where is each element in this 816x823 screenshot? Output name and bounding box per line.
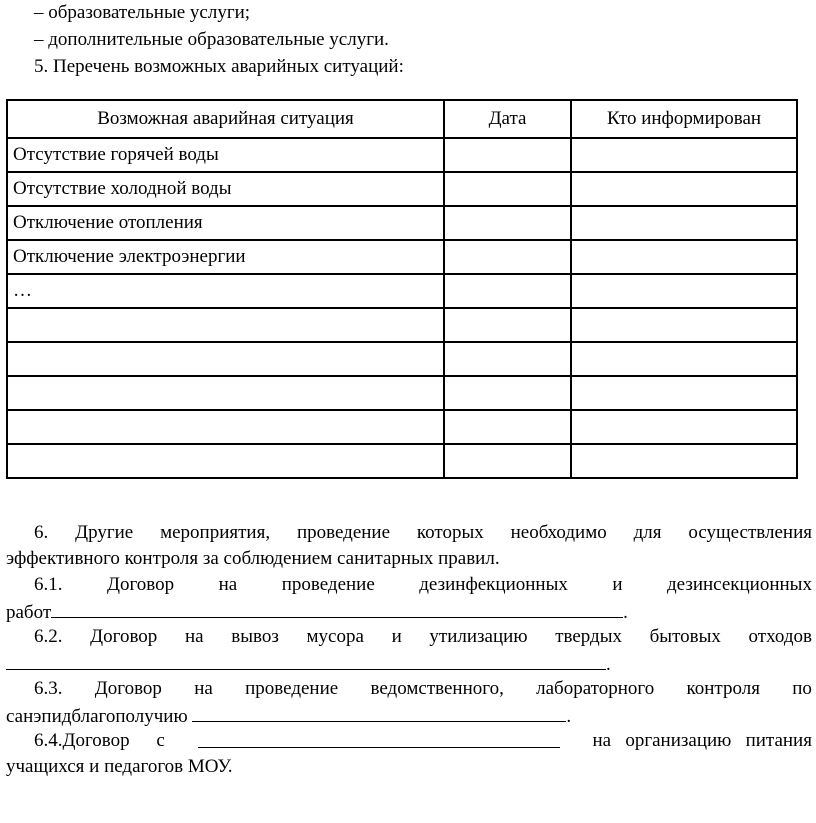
section6-line-1 (34, 520, 812, 546)
word: по (792, 678, 812, 699)
cell-date (444, 410, 571, 444)
word: отходов (748, 626, 812, 647)
cell-informed (571, 240, 797, 274)
cell-informed (571, 138, 797, 172)
word: бытовых (649, 626, 721, 647)
word: мероприятия, (160, 522, 271, 543)
cell-situation (7, 308, 444, 342)
word: на (592, 730, 612, 751)
table-row (7, 410, 797, 444)
table-row (7, 376, 797, 410)
table-row (7, 206, 797, 240)
cell-situation: Отключение электроэнергии (7, 240, 444, 274)
cell-date (444, 172, 571, 206)
header-date: Дата (444, 100, 571, 138)
cell-date (444, 206, 571, 240)
cell-date (444, 342, 571, 376)
cell-informed (571, 274, 797, 308)
section64-line-2: учащихся и педагогов МОУ. (6, 756, 233, 777)
word: проведение (281, 574, 375, 595)
word: вывоз (231, 626, 279, 647)
cell-informed (571, 410, 797, 444)
word: организацию (625, 730, 732, 751)
word: дезинфекционных (419, 574, 568, 595)
section62-line-1 (34, 624, 812, 650)
word: и (612, 574, 623, 595)
section62-line-2 (6, 650, 611, 678)
word: 6.3. (34, 678, 63, 699)
section61-line-1 (34, 572, 812, 598)
cell-situation: … (7, 274, 444, 308)
word: на (194, 678, 213, 699)
word: Договор (90, 626, 158, 647)
header-informed: Кто информирован (571, 100, 797, 138)
cell-situation (7, 376, 444, 410)
word: и (391, 626, 402, 647)
cell-situation (7, 444, 444, 478)
word: 6.1. (34, 574, 63, 595)
label-contract-with (34, 728, 165, 754)
word: на (218, 574, 238, 595)
cell-informed (571, 172, 797, 206)
section63-line-1 (34, 676, 812, 702)
section61-line-2 (6, 598, 628, 626)
section63-line-2 (6, 702, 571, 730)
cell-date (444, 308, 571, 342)
blank-catering-contract (198, 728, 560, 748)
cell-date (444, 444, 571, 478)
table-row (7, 172, 797, 206)
word: утилизацию (429, 626, 528, 647)
period: . (566, 706, 572, 727)
intro-line-1: – образовательные услуги; (34, 2, 251, 23)
blank-disinfection-contract (51, 598, 623, 618)
table-row (7, 274, 797, 308)
blank-garbage-contract (6, 650, 606, 670)
label-works: работ (6, 602, 52, 623)
word: контроля (686, 678, 760, 699)
period: . (623, 602, 628, 623)
word: мусора (306, 626, 364, 647)
cell-informed (571, 308, 797, 342)
word: Договор (106, 574, 175, 595)
cell-situation: Отсутствие холодной воды (7, 172, 444, 206)
word: Договор (94, 678, 162, 699)
word: которых (416, 522, 484, 543)
table-header-row (7, 100, 797, 138)
label-sanepid: санэпидблагополучию (6, 706, 188, 727)
word: дезинсекционных (667, 574, 812, 595)
cell-situation: Отключение отопления (7, 206, 444, 240)
word: на (184, 626, 204, 647)
contract-prefix: 6.4.Договор с (34, 730, 165, 751)
word: ведомственного, (370, 678, 504, 699)
cell-informed (571, 376, 797, 410)
blank-lab-control-contract (192, 702, 566, 722)
word: для (633, 522, 662, 543)
table-row (7, 342, 797, 376)
header-situation: Возможная аварийная ситуация (7, 100, 444, 138)
table-row (7, 240, 797, 274)
table-row (7, 308, 797, 342)
table-row (7, 138, 797, 172)
intro-line-3: 5. Перечень возможных аварийных ситуаций: (34, 56, 404, 77)
emergency-table (6, 99, 798, 479)
cell-date (444, 240, 571, 274)
section64-line-1 (34, 728, 812, 754)
cell-situation (7, 410, 444, 444)
word: твердых (555, 626, 622, 647)
cell-situation (7, 342, 444, 376)
word: осуществления (688, 522, 812, 543)
word: лабораторного (536, 678, 655, 699)
word: Другие (75, 522, 134, 543)
word: 6. (34, 522, 49, 543)
word: проведение (245, 678, 339, 699)
section6-line-2: эффективного контроля за соблюдением санитарных правил. (6, 548, 500, 569)
word: 6.2. (34, 626, 63, 647)
word: проведение (296, 522, 391, 543)
cell-informed (571, 342, 797, 376)
word: питания (745, 730, 812, 751)
cell-informed (571, 206, 797, 240)
cell-date (444, 138, 571, 172)
table-row (7, 444, 797, 478)
word: необходимо (510, 522, 607, 543)
cell-informed (571, 444, 797, 478)
cell-date (444, 274, 571, 308)
period: . (606, 654, 611, 675)
cell-situation: Отсутствие горячей воды (7, 138, 444, 172)
intro-line-2: – дополнительные образовательные услуги. (34, 29, 389, 50)
cell-date (444, 376, 571, 410)
